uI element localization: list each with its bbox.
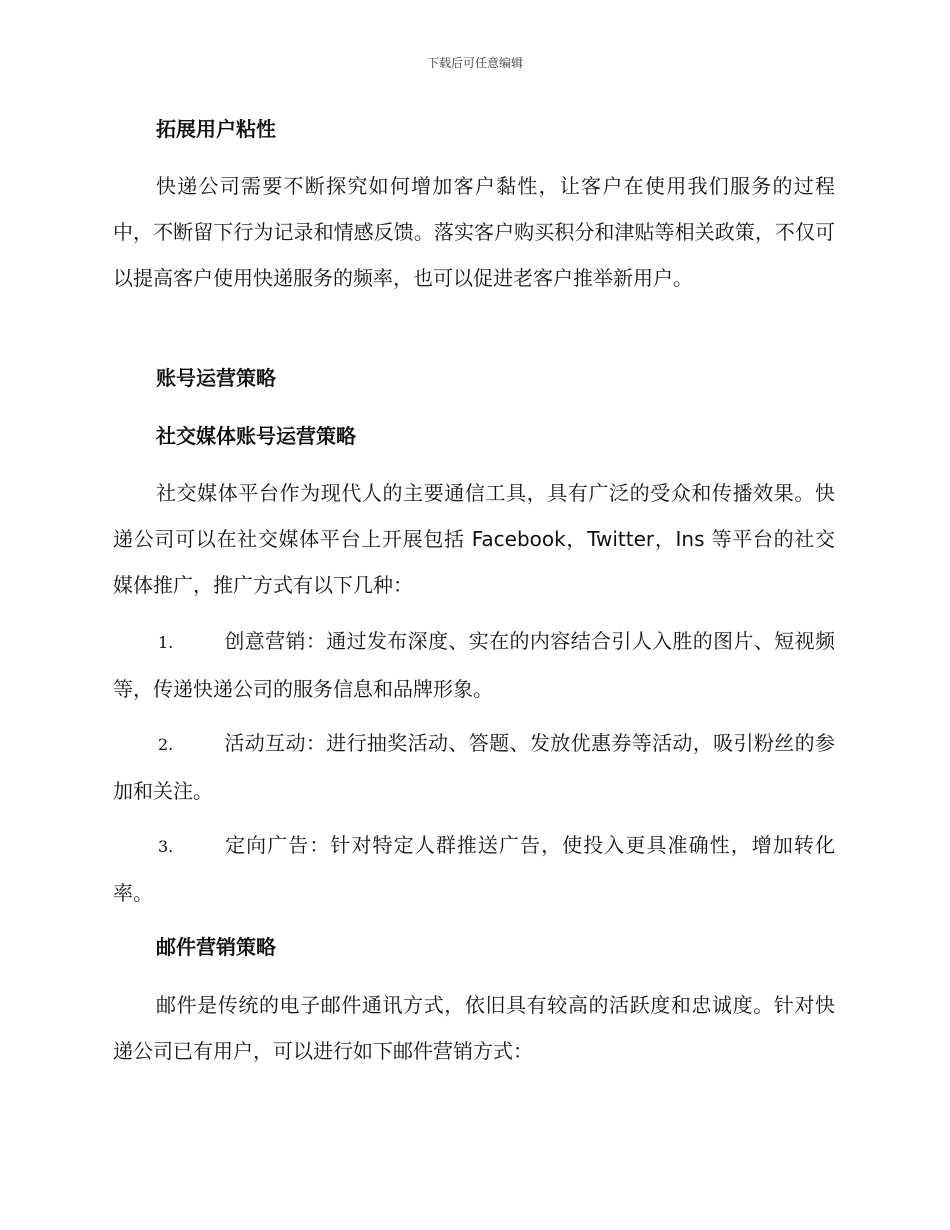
list-item: [113, 618, 835, 712]
paragraph-text: 快递公司需要不断探究如何增加客户黏性，让客户在使用我们服务的过程中，不断留下行为记录和情感反馈。落实客户购买积分和津贴等相关政策，不仅可以提高客户使用快递服务的频率，也可以促进老客户推举新用户。: [113, 174, 835, 290]
list-number: 3.: [158, 837, 174, 856]
paragraph-user-stickiness: [113, 163, 835, 301]
heading-user-stickiness: 拓展用户粘性: [156, 117, 276, 141]
list-text: 创意营销：通过发布深度、实在的内容结合引人入胜的图片、短视频等，传递快递公司的服务信息和品牌形象。: [113, 629, 835, 701]
list-number: 2.: [158, 735, 174, 754]
list-text: 活动互动：进行抽奖活动、答题、发放优惠券等活动，吸引粉丝的参加和关注。: [113, 731, 835, 803]
paragraph-social-media: [113, 470, 835, 608]
paragraph-email-marketing: [113, 982, 835, 1074]
heading-account-operation: 账号运营策略: [156, 366, 276, 390]
list-item: [113, 822, 835, 916]
list-text: 定向广告：针对特定人群推送广告，使投入更具准确性，增加转化率。: [113, 833, 835, 905]
list-item: [113, 720, 835, 814]
paragraph-text: 社交媒体平台作为现代人的主要通信工具，具有广泛的受众和传播效果。快递公司可以在社交媒体平台上开展包括 Facebook，Twitter，Ins 等平台的社交媒体推广，推广方式有以下几种：: [113, 481, 835, 597]
paragraph-text: 邮件是传统的电子邮件通讯方式，依旧具有较高的活跃度和忠诚度。针对快递公司已有用户，可以进行如下邮件营销方式：: [113, 993, 835, 1063]
list-number: 1.: [158, 633, 174, 652]
heading-email-marketing: 邮件营销策略: [156, 935, 276, 959]
heading-social-media: 社交媒体账号运营策略: [156, 424, 356, 448]
page-header: 下载后可任意编辑: [426, 56, 523, 70]
